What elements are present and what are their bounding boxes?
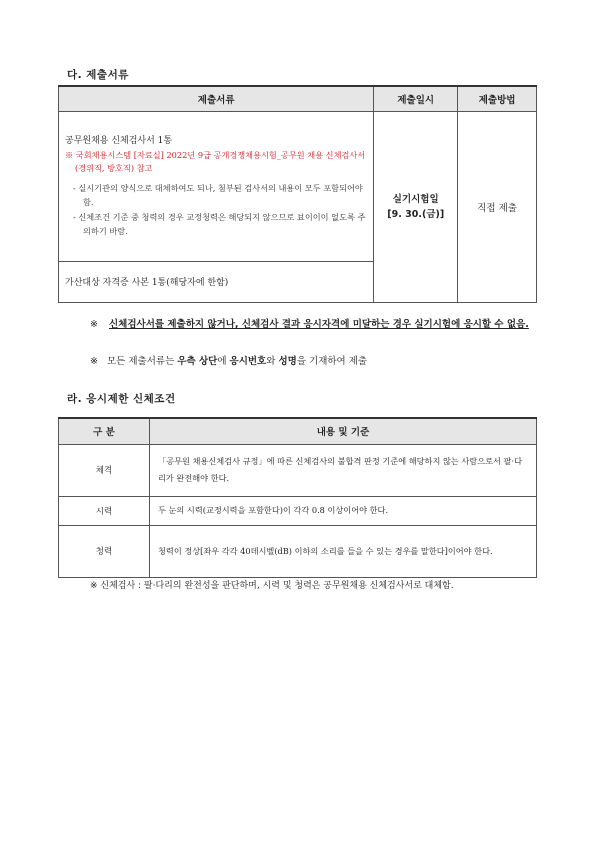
submission-method-cell: 직접 제출 <box>458 111 537 302</box>
documents-cell <box>59 111 374 261</box>
criteria-cell: 「공무원 채용신체검사 규정」에 따른 신체검사의 불합격 판정 기준에 해당하지 않는 사람으로서 팔·다리가 완전해야 한다. <box>150 444 537 496</box>
criteria-cell: 두 눈의 시력(교정시력을 포함한다)이 각각 0.8 이상이어야 한다. <box>150 496 537 525</box>
note-text: 모든 제출서류는 <box>107 356 175 367</box>
criteria-cell: 청력이 정상[좌우 각각 40데시벨(dB) 이하의 소리를 들을 수 있는 경우를 말한다]이어야 한다. <box>150 525 537 577</box>
note-mark: ※ <box>90 319 98 330</box>
note-text: 와 <box>266 356 276 367</box>
date-label: 실기시험일 <box>392 193 439 205</box>
note-medical-required <box>90 316 540 333</box>
documents-table-header <box>59 86 537 111</box>
doc-reference-note: ※ 국회채용시스템 [자료실] 2022년 9급 공개경쟁채용시험_공무원 채용 신체검사서(경위직, 방호직) 참고 <box>65 150 366 173</box>
footnote: ※ 신체검사 : 팔·다리의 완전성을 판단하며, 시력 및 청력은 공무원채용 신체검사서로 대체함. <box>90 581 454 591</box>
note-mark: ※ <box>90 356 98 367</box>
table-row <box>59 496 537 525</box>
header-criteria: 내용 및 기준 <box>150 418 537 444</box>
note-text: 에 <box>217 356 227 367</box>
section-title-physical: 라. 응시제한 신체조건 <box>67 393 176 405</box>
table-row <box>59 111 537 261</box>
doc-line-medical-form: 공무원채용 신체검사서 1통 <box>65 136 173 146</box>
physical-table-header <box>59 418 537 444</box>
note-emphasis: 우측 상단 <box>177 356 218 367</box>
header-documents: 제출서류 <box>59 86 374 111</box>
table-row <box>59 444 537 496</box>
submission-date-cell <box>374 111 458 302</box>
category-cell: 체격 <box>59 444 150 496</box>
doc-bullet: - 실시기관의 양식으로 대체하여도 되나, 첨부된 검사서의 내용이 모두 포함되어야 함. <box>73 183 363 207</box>
physical-conditions-table <box>58 417 537 578</box>
table-row <box>59 525 537 577</box>
note-emphasis: 응시번호 <box>229 356 267 367</box>
header-category: 구 분 <box>59 418 150 444</box>
header-date: 제출일시 <box>374 86 458 111</box>
documents-table <box>58 85 537 303</box>
extra-document-cell: 가산대상 자격증 사본 1통(해당자에 한함) <box>59 261 374 302</box>
note-emphasis: 성명 <box>278 356 297 367</box>
header-method: 제출방법 <box>458 86 537 111</box>
note-write-id <box>90 353 550 370</box>
note-text: 을 기재하여 제출 <box>296 356 368 367</box>
doc-bullet: - 신체조건 기준 중 청력의 경우 교정청력은 해당되지 않으므로 뵤이이이 없도록 주의하기 바람. <box>73 212 366 236</box>
category-cell: 청력 <box>59 525 150 577</box>
category-cell: 시력 <box>59 496 150 525</box>
date-value: [9. 30.(금)] <box>387 208 445 220</box>
note-text: 신체검사서를 제출하지 않거나, 신체검사 결과 응시자격에 미달하는 경우 실기시험에 응시할 수 없음. <box>109 319 529 330</box>
section-title-documents: 다. 제출서류 <box>67 69 129 81</box>
